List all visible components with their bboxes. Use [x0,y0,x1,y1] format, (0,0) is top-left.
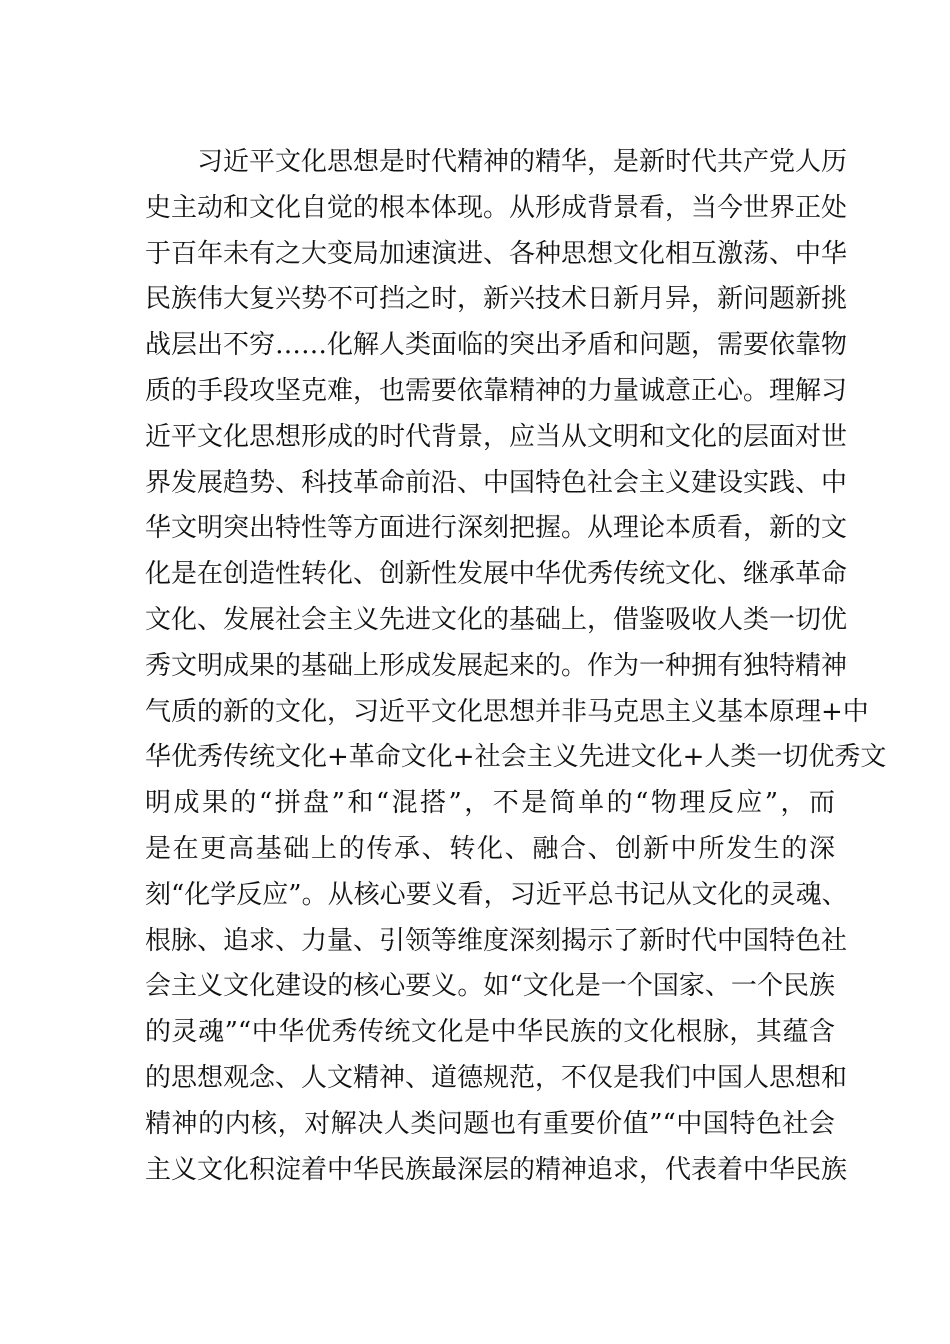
text-line: 战层出不穷……化解人类面临的突出矛盾和问题，需要依靠物 [145,330,848,361]
text-line: 根脉、追求、力量、引领等维度深刻揭示了新时代中国特色社 [145,925,848,956]
text-line: 史主动和文化自觉的根本体现。从形成背景看，当今世界正处 [145,192,848,223]
text-line: 的思想观念、人文精神、道德规范，不仅是我们中国人思想和 [145,1062,848,1093]
text-line: 近平文化思想形成的时代背景，应当从文明和文化的层面对世 [145,421,848,452]
text-line: 华文明突出特性等方面进行深刻把握。从理论本质看，新的文 [145,513,848,544]
text-line: 刻“化学反应”。从核心要义看，习近平总书记从文化的灵魂、 [145,879,848,910]
text-line: 会主义文化建设的核心要义。如“文化是一个国家、一个民族 [145,971,835,1002]
text-line: 秀文明成果的基础上形成发展起来的。作为一种拥有独特精神 [145,650,848,681]
body-paragraph [145,140,887,1193]
text-line: 精神的内核，对解决人类问题也有重要价值”“中国特色社会 [145,1108,835,1139]
text-line: 明成果的“拼盘”和“混搭”，不是简单的“物理反应”，而 [145,788,835,819]
text-line: 文化、发展社会主义先进文化的基础上，借鉴吸收人类一切优 [145,604,848,635]
text-line: 主义文化积淀着中华民族最深层的精神追求，代表着中华民族 [145,1154,848,1185]
text-line: 华优秀传统文化+革命文化+社会主义先进文化+人类一切优秀文 [145,742,887,773]
text-line: 化是在创造性转化、创新性发展中华优秀传统文化、继承革命 [145,559,848,590]
text-line: 于百年未有之大变局加速演进、各种思想文化相互激荡、中华 [145,238,848,269]
text-line: 习近平文化思想是时代精神的精华，是新时代共产党人历 [145,147,848,177]
text-line: 的灵魂”“中华优秀传统文化是中华民族的文化根脉，其蕴含 [145,1017,835,1048]
text-line: 质的手段攻坚克难，也需要依靠精神的力量诚意正心。理解习 [145,375,848,406]
text-line: 是在更高基础上的传承、转化、融合、创新中所发生的深 [145,833,835,864]
text-line: 气质的新的文化，习近平文化思想并非马克思主义基本原理+中 [145,696,869,727]
text-line: 界发展趋势、科技革命前沿、中国特色社会主义建设实践、中 [145,467,848,498]
text-line: 民族伟大复兴势不可挡之时，新兴技术日新月异，新问题新挑 [145,284,848,315]
